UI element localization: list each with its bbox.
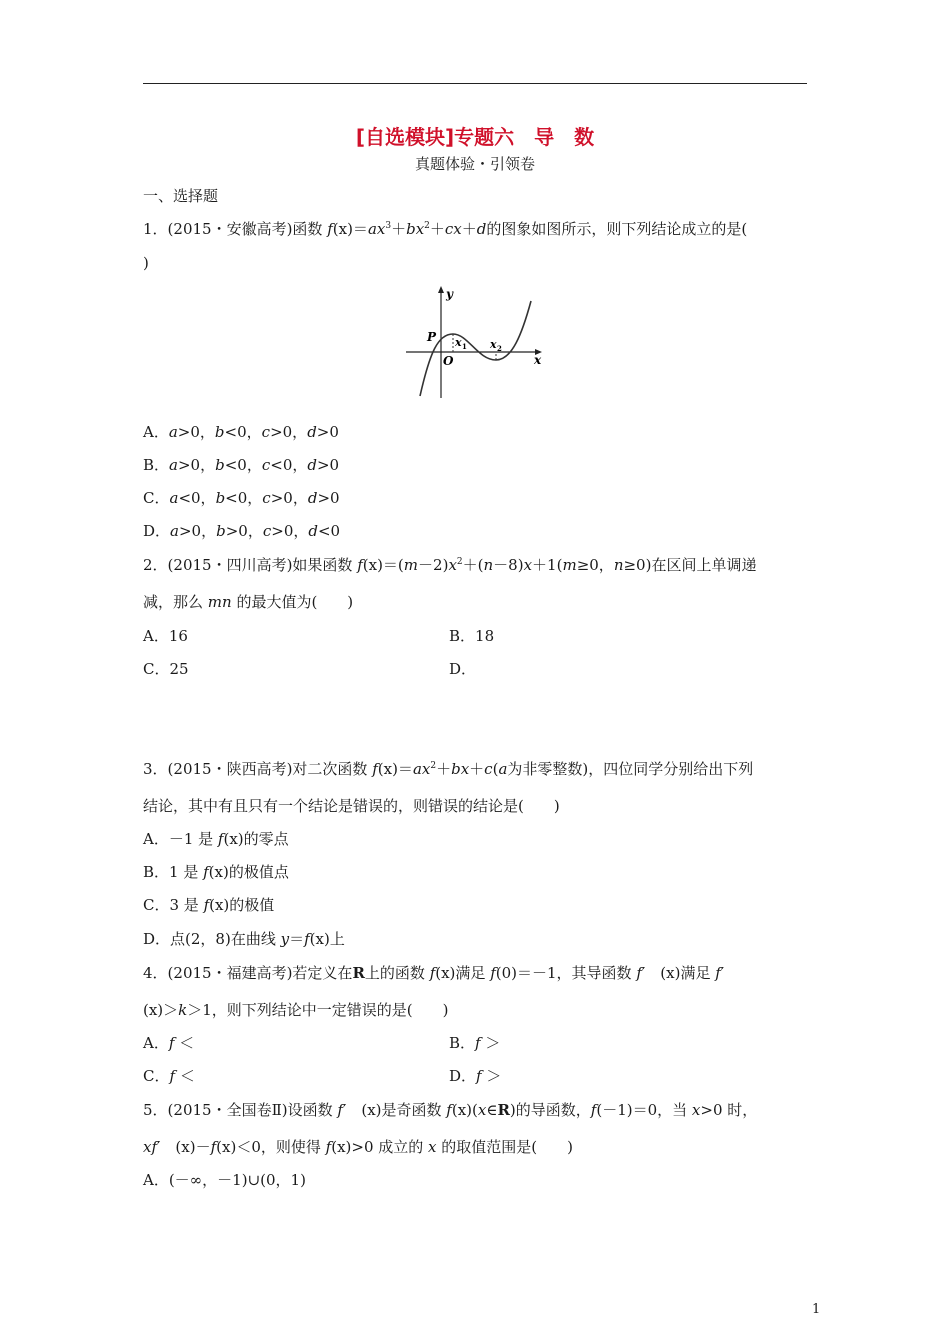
q5-line2: xf′ (x)－f(x)＜0，则使得 f(x)>0 成立的 x 的取值范围是( )	[143, 1138, 573, 1156]
cubic-curve	[420, 301, 531, 396]
q3-option-b: B．1 是 f(x)的极值点	[143, 863, 289, 881]
q4-line2: (x)＞k＞1，则下列结论中一定错误的是( )	[143, 1001, 449, 1019]
point-p-label: P	[427, 330, 437, 344]
q3-option-c: C．3 是 f(x)的极值	[143, 896, 275, 914]
q2-line1: 2．(2015・四川高考)如果函数 $f(x)=(m-2)x^2+(n-8)x+1(m\ge 0$，n≥0)在区间上单调递	[143, 556, 757, 574]
q3-line2: 结论，其中有且只有一个结论是错误的，则错误的结论是( )	[143, 797, 560, 815]
q4-option-c: C．f ＜	[143, 1067, 195, 1085]
q5-option-a: A．(－∞，－1)∪(0，1)	[143, 1171, 306, 1189]
page-subtitle: 真题体验・引领卷	[414, 155, 535, 173]
q4-line1: 4．(2015・福建高考)若定义在R上的函数 f(x)满足 f(0)＝－1，其导函数 f′ (x)满足 f′	[143, 964, 725, 982]
y-axis-label: y	[446, 287, 453, 301]
q4-option-a: A．f ＜	[143, 1034, 195, 1052]
q1-option-c: C．a<0，b<0，c>0，d>0	[143, 489, 340, 507]
q2-line2: 减，那么 mn 的最大值为( )	[143, 593, 354, 611]
section-heading: 一、选择题	[143, 187, 219, 205]
q1-option-b: B．a>0，b<0，c<0，d>0	[143, 456, 340, 474]
x1-subscript: 1	[462, 342, 467, 351]
q5-line1: 5．(2015・全国卷Ⅱ)设函数 f′ (x)是奇函数 f(x)(x∈R)的导函数，f(－1)＝0，当 x>0 时，	[143, 1101, 758, 1119]
x1-label: x	[455, 336, 462, 349]
q3-line1: 3．(2015・陕西高考)对二次函数 $f(x)=ax^2+bx+c(a$为非零整数)，四位同学分别给出下列	[143, 760, 754, 778]
q3-option-a: A．－1 是 f(x)的零点	[143, 830, 289, 848]
q1-option-a: A．a>0，b<0，c>0，d>0	[143, 423, 339, 441]
q1-function-graph	[400, 282, 550, 402]
page-title: [自选模块]专题六 导 数	[355, 125, 595, 149]
q1-option-d: D．a>0，b>0，c>0，d<0	[143, 522, 341, 540]
q4-option-b: B．f ＞	[449, 1034, 501, 1052]
header-rule	[143, 83, 807, 84]
x-axis-label: x	[534, 353, 542, 367]
y-axis-arrow	[438, 286, 444, 293]
q2-option-a: A．16	[143, 627, 188, 645]
q4-option-d: D．f ＞	[449, 1067, 502, 1085]
q1-line2: )	[143, 254, 149, 272]
x2-subscript: 2	[497, 344, 502, 353]
q2-option-c: C．25	[143, 660, 189, 678]
q1-line1: 1．(2015・安徽高考)函数 $f(x)=ax^3+bx^2+cx+d$的图象如图所示，则下列结论成立的是(	[143, 220, 748, 238]
q2-option-d: D．	[449, 660, 477, 678]
origin-label: O	[443, 354, 454, 368]
q2-option-b: B．18	[449, 627, 495, 645]
page-number: 1	[812, 1302, 821, 1317]
x2-label: x	[490, 338, 497, 351]
q3-option-d: D．点(2，8)在曲线 y＝f(x)上	[143, 930, 345, 948]
